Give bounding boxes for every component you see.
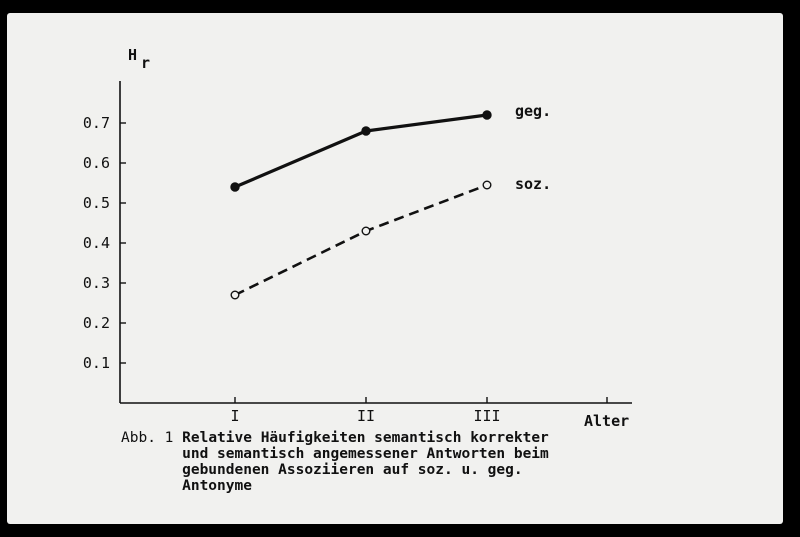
caption-text-2: und semantisch angemessener Antworten beim	[182, 446, 549, 462]
y-tick-label: 0.1	[82, 354, 110, 372]
x-tick-label: II	[356, 407, 376, 425]
y-tick-label: 0.3	[82, 274, 110, 292]
data-point	[362, 227, 370, 235]
y-tick-label: 0.5	[82, 194, 110, 212]
y-axis-title-subscript: r	[141, 54, 151, 72]
labels-layer	[83, 46, 629, 430]
series-label: geg.	[515, 102, 552, 120]
data-point	[231, 183, 239, 191]
caption-line-4	[121, 478, 681, 494]
caption-line-3	[121, 462, 681, 478]
caption-line-2	[121, 446, 681, 462]
y-tick-label: 0.7	[82, 114, 110, 132]
series-line-geg	[235, 115, 487, 187]
caption-text-4: Antonyme	[182, 478, 252, 494]
y-tick-label: 0.4	[82, 234, 110, 252]
series-layer	[231, 111, 491, 299]
data-point	[483, 111, 491, 119]
data-point	[362, 127, 370, 135]
series-line-soz	[235, 185, 487, 295]
y-tick-label: 0.6	[82, 154, 110, 172]
series-label: soz.	[515, 175, 552, 193]
caption-text-3: gebundenen Assoziieren auf soz. u. geg.	[182, 462, 523, 478]
figure-caption	[121, 430, 681, 494]
y-tick-label: 0.2	[82, 314, 110, 332]
y-axis-title: H	[128, 46, 138, 64]
caption-text-1: Relative Häufigkeiten semantisch korrekter	[182, 430, 549, 446]
x-tick-label: III	[473, 407, 501, 425]
slide	[7, 13, 783, 524]
caption-prefix: Abb. 1	[121, 430, 174, 446]
data-point	[231, 291, 239, 299]
x-axis-title: Alter	[584, 412, 630, 430]
caption-line-1	[121, 430, 681, 446]
x-tick-label: I	[230, 407, 240, 425]
data-point	[483, 181, 491, 189]
